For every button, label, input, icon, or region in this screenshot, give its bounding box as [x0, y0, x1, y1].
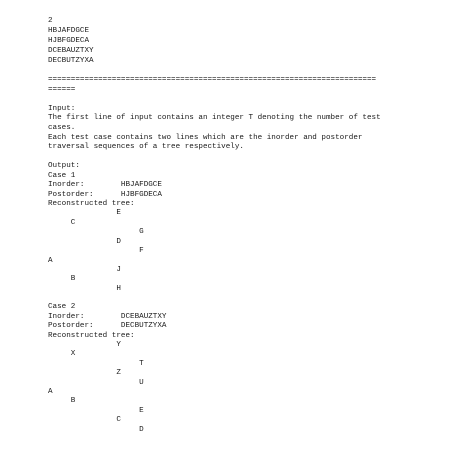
tree-node: D [48, 426, 144, 434]
text-line: traversal sequences of a tree respectively. [48, 143, 244, 151]
tree-node: C [48, 416, 121, 424]
text-line: DECBUTZYXA [48, 57, 94, 65]
inorder-line: Inorder: DCEBAUZTXY [48, 313, 167, 321]
tree-node: T [48, 360, 144, 368]
tree-node: H [48, 285, 121, 293]
text-line: HJBFGDECA [48, 37, 90, 45]
tree-node: D [48, 238, 121, 246]
text-line: 2 [48, 17, 53, 25]
inorder-line: Inorder: HBJAFDGCE [48, 181, 162, 189]
tree-node: J [48, 266, 121, 274]
postorder-line: Postorder: DECBUTZYXA [48, 322, 167, 330]
separator-line: ======================================================================== [48, 76, 377, 84]
postorder-line: Postorder: HJBFGDECA [48, 191, 162, 199]
output-heading: Output: [48, 162, 80, 170]
text-line: HBJAFDGCE [48, 27, 90, 35]
case-title: Case 2 [48, 303, 76, 311]
tree-node: Y [48, 341, 121, 349]
tree-node: E [48, 407, 144, 415]
case-title: Case 1 [48, 172, 76, 180]
tree-node: B [48, 397, 76, 405]
tree-node: A [48, 388, 53, 396]
text-line: Each test case contains two lines which are the inorder and postorder [48, 134, 363, 142]
separator-line: ====== [48, 86, 76, 94]
tree-node: Z [48, 369, 121, 377]
tree-heading: Reconstructed tree: [48, 332, 135, 340]
tree-node: X [48, 350, 76, 358]
input-heading: Input: [48, 105, 76, 113]
text-line: cases. [48, 124, 76, 132]
text-line: DCEBAUZTXY [48, 47, 94, 55]
tree-node: A [48, 257, 53, 265]
tree-node: G [48, 228, 144, 236]
tree-node: F [48, 247, 144, 255]
tree-heading: Reconstructed tree: [48, 200, 135, 208]
tree-node: E [48, 209, 121, 217]
tree-node: B [48, 275, 76, 283]
tree-node: U [48, 379, 144, 387]
tree-node: C [48, 219, 76, 227]
text-line: The first line of input contains an integer T denoting the number of test [48, 114, 381, 122]
